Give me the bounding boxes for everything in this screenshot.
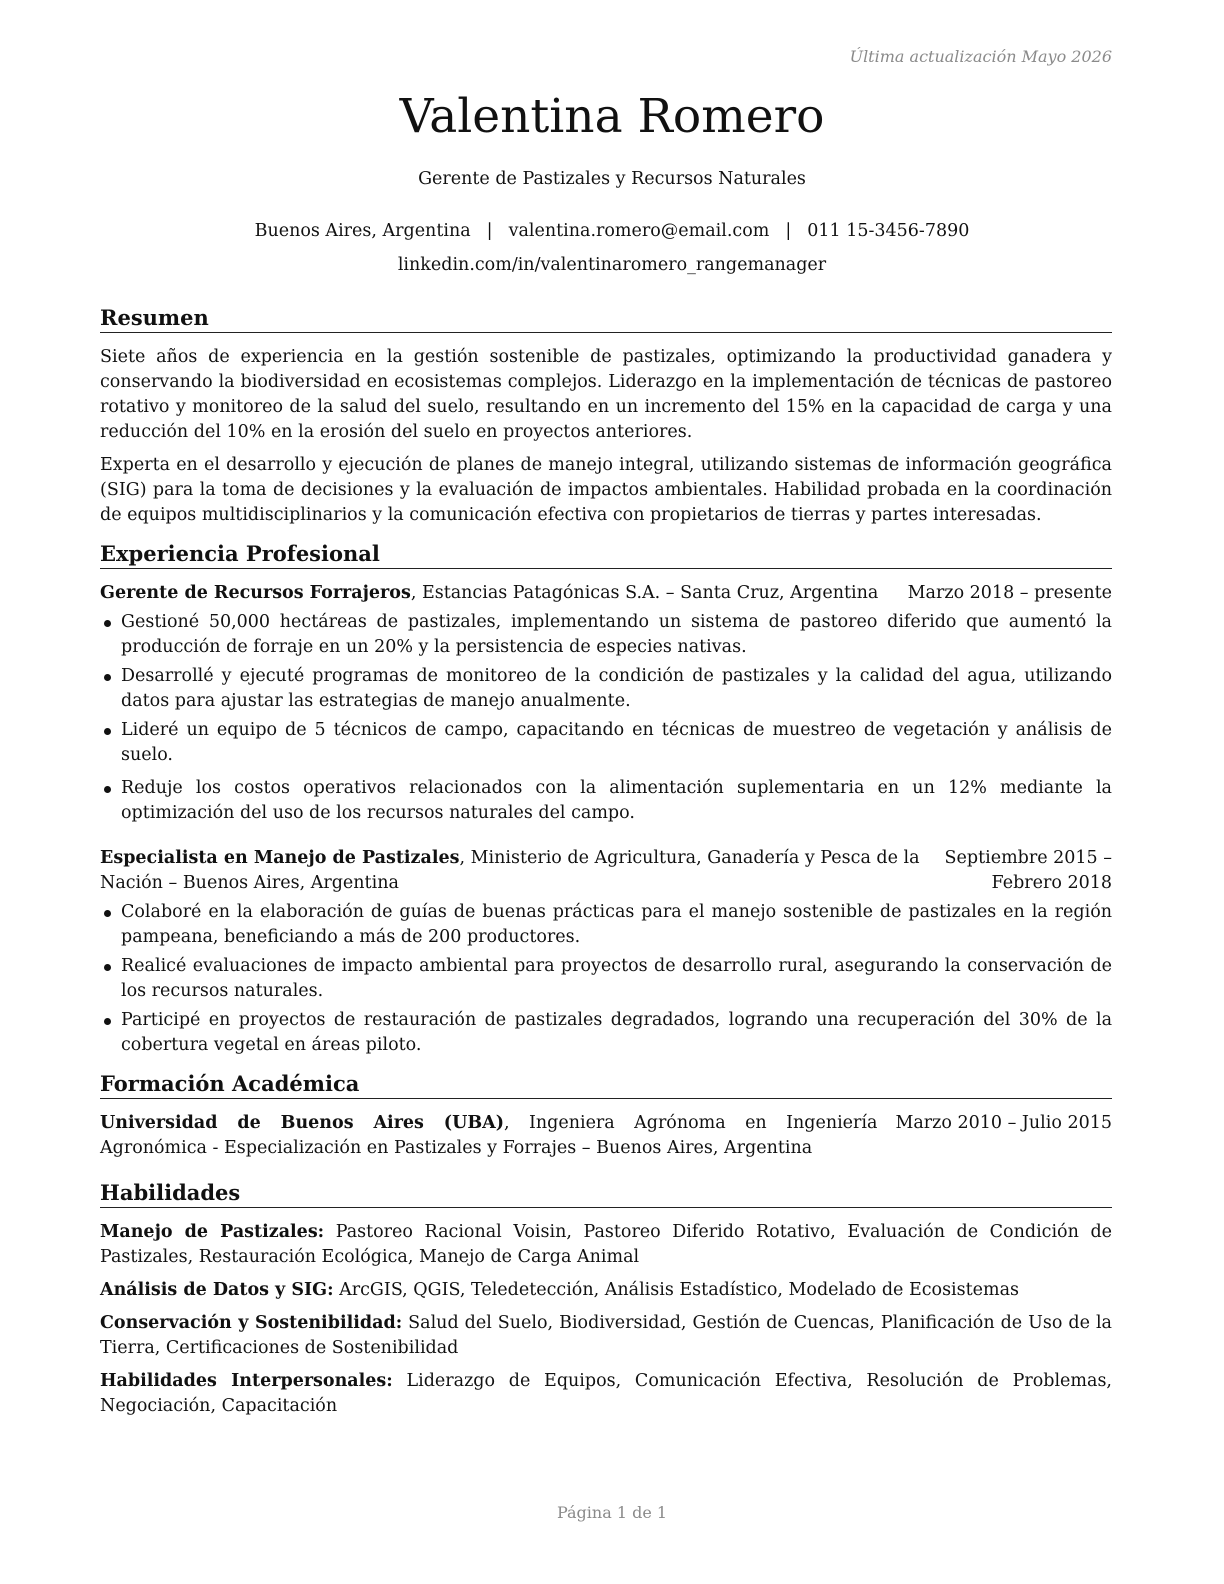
candidate-name: Valentina Romero bbox=[399, 89, 825, 144]
summary-paragraph: Siete años de experiencia en la gestión sostenible de pastizales, optimizando la productividad ganadera y conservando la biodiversidad en ecosistemas complejos. Liderazgo en la implementación de técnicas de pastoreo rotativo y monitoreo de la salud del suelo, resultando en un incremento del 15% en la capacidad de carga y una reducción del 10% en la erosión del suelo en proyectos anteriores. bbox=[100, 347, 1112, 442]
job-entry bbox=[100, 581, 1112, 826]
section-title-experience: Experiencia Profesional bbox=[100, 540, 1112, 569]
linkedin-link[interactable]: linkedin.com/in/valentinaromero_rangemanager bbox=[397, 255, 827, 275]
separator: | bbox=[486, 221, 493, 241]
job-bullet: Desarrollé y ejecuté programas de monitoreo de la condición de pastizales y la calidad del agua, utilizando datos para ajustar las estrategias de manejo anualmente. bbox=[100, 664, 1112, 714]
job-bullet: Participé en proyectos de restauración de pastizales degradados, logrando una recuperación del 30% de la cobertura vegetal en áreas piloto. bbox=[100, 1008, 1112, 1058]
education-detail: , Ingeniera Agrónoma en Ingeniería Agronómica - Especialización en Pastizales y Forrajes – Buenos Aires, Argentina bbox=[100, 1113, 878, 1158]
summary-paragraph: Experta en el desarrollo y ejecución de planes de manejo integral, utilizando sistemas de información geográfica (SIG) para la toma de decisiones y la evaluación de impactos ambientales. Habilidad probada en la coordinación de equipos multidisciplinarios y la comunicación efectiva con propietarios de tierras y partes interesadas. bbox=[100, 455, 1112, 525]
job-bullets bbox=[100, 900, 1112, 1058]
summary-section bbox=[100, 304, 1112, 528]
education-section bbox=[100, 1070, 1112, 1161]
job-bullet: Lideré un equipo de 5 técnicos de campo, capacitando en técnicas de muestreo de vegetación y análisis de suelo. bbox=[100, 718, 1112, 768]
location: Buenos Aires, Argentina bbox=[254, 221, 471, 241]
section-title-education: Formación Académica bbox=[100, 1070, 1112, 1099]
resume-body bbox=[100, 304, 1112, 1427]
skill-value: Liderazgo de Equipos, Comunicación Efectiva, Resolución de Problemas, Negociación, Capacitación bbox=[100, 1371, 1112, 1416]
education-institution: Universidad de Buenos Aires (UBA) bbox=[100, 1113, 505, 1133]
skill-line bbox=[100, 1311, 1112, 1361]
skill-label: Conservación y Sostenibilidad: bbox=[100, 1313, 403, 1333]
job-entry bbox=[100, 846, 1112, 1058]
skill-line bbox=[100, 1278, 1112, 1303]
job-bullet: Realicé evaluaciones de impacto ambiental para proyectos de desarrollo rural, asegurando la conservación de los recursos naturales. bbox=[100, 954, 1112, 1004]
job-bullet: Colaboré en la elaboración de guías de buenas prácticas para el manejo sostenible de pastizales en la región pampeana, beneficiando a más de 200 productores. bbox=[100, 900, 1112, 950]
email-link[interactable]: valentina.romero@email.com bbox=[508, 221, 770, 241]
job-dates: Septiembre 2015 – Febrero 2018 bbox=[944, 848, 1112, 893]
section-title-skills: Habilidades bbox=[100, 1179, 1112, 1208]
education-entry bbox=[100, 1111, 1112, 1161]
job-header bbox=[100, 581, 1112, 606]
skill-label: Manejo de Pastizales: bbox=[100, 1222, 325, 1242]
skills-section bbox=[100, 1179, 1112, 1419]
page-number: Página 1 de 1 bbox=[556, 1503, 668, 1522]
job-title: Gerente de Pastizales y Recursos Naturales bbox=[418, 169, 806, 189]
job-bullets bbox=[100, 610, 1112, 826]
last-updated: Última actualización Mayo 2026 bbox=[849, 47, 1112, 66]
skill-line bbox=[100, 1369, 1112, 1419]
job-header bbox=[100, 846, 1112, 896]
job-role: Gerente de Recursos Forrajeros bbox=[100, 583, 411, 603]
skill-label: Habilidades Interpersonales: bbox=[100, 1371, 393, 1391]
job-bullet: Gestioné 50,000 hectáreas de pastizales, implementando un sistema de pastoreo diferido que aumentó la producción de forraje en un 20% y la persistencia de especies nativas. bbox=[100, 610, 1112, 660]
separator: | bbox=[785, 221, 792, 241]
experience-section bbox=[100, 540, 1112, 1058]
job-role: Especialista en Manejo de Pastizales bbox=[100, 848, 460, 868]
skill-value: ArcGIS, QGIS, Teledetección, Análisis Estadístico, Modelado de Ecosistemas bbox=[333, 1280, 1020, 1300]
skill-value: Pastoreo Racional Voisin, Pastoreo Diferido Rotativo, Evaluación de Condición de Pastizales, Restauración Ecológica, Manejo de Carga Animal bbox=[100, 1222, 1112, 1267]
job-organization: , Ministerio de Agricultura, Ganadería y Pesca de la Nación – Buenos Aires, Argentina bbox=[100, 848, 920, 893]
job-bullet: Reduje los costos operativos relacionados con la alimentación suplementaria en un 12% mediante la optimización del uso de los recursos naturales del campo. bbox=[100, 776, 1112, 826]
phone: 011 15-3456-7890 bbox=[807, 221, 970, 241]
skill-value: Salud del Suelo, Biodiversidad, Gestión de Cuencas, Planificación de Uso de la Tierra, Certificaciones de Sostenibilidad bbox=[100, 1313, 1112, 1358]
section-title-summary: Resumen bbox=[100, 304, 1112, 333]
contact-line bbox=[0, 219, 1224, 244]
education-dates: Marzo 2010 – Julio 2015 bbox=[895, 1113, 1112, 1133]
job-organization: , Estancias Patagónicas S.A. – Santa Cruz, Argentina bbox=[410, 583, 879, 603]
skill-label: Análisis de Datos y SIG: bbox=[100, 1280, 334, 1300]
job-dates: Marzo 2018 – presente bbox=[907, 583, 1112, 603]
skill-line bbox=[100, 1220, 1112, 1270]
